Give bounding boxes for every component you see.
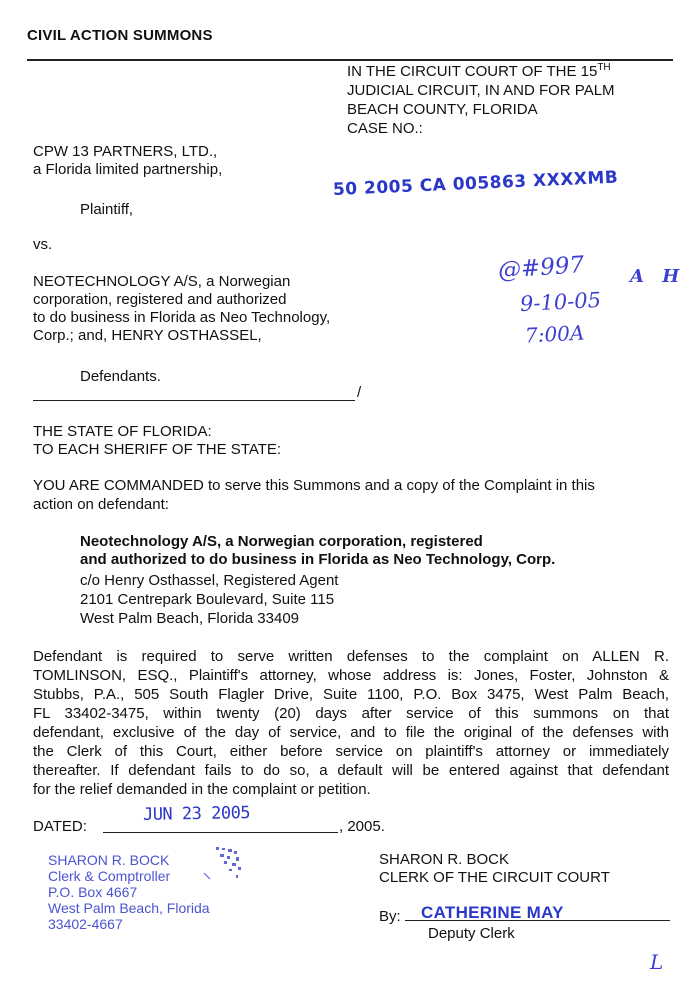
stamp-seal-fragment	[196, 845, 250, 895]
defendant-line-2: corporation, registered and authorized	[33, 291, 287, 308]
versus-label: vs.	[33, 236, 53, 253]
case-number-stamp: 50 2005 CA 005863 XXXXMB	[332, 167, 619, 200]
court-caption	[347, 62, 615, 138]
agent-city-address: West Palm Beach, Florida 33409	[80, 610, 300, 627]
case-number-label: CASE NO.:	[347, 120, 423, 137]
caption-slash: /	[357, 384, 362, 401]
defendant-line-4: Corp.; and, HENRY OSTHASSEL,	[33, 327, 262, 344]
by-label: By:	[379, 908, 401, 925]
document-title: CIVIL ACTION SUMMONS	[27, 27, 213, 44]
state-heading: THE STATE OF FLORIDA:	[33, 423, 212, 440]
sheriff-heading: TO EACH SHERIFF OF THE STATE:	[33, 441, 282, 458]
deputy-clerk-title: Deputy Clerk	[428, 925, 515, 942]
served-party-name-2: and authorized to do business in Florida as Neo Technology, Corp.	[80, 551, 556, 568]
clerk-name: SHARON R. BOCK	[379, 851, 510, 868]
clerk-stamp-zip: 33402-4667	[48, 916, 123, 932]
caption-underline	[33, 400, 355, 401]
instruction-line: TOMLINSON, ESQ., Plaintiff's attorney, whose address is: Jones, Foster, Johnston &	[33, 667, 669, 684]
command-line-2: action on defendant:	[33, 496, 169, 513]
defendant-line-3: to do business in Florida as Neo Technology,	[33, 309, 331, 326]
corner-handwritten-mark: L	[650, 950, 664, 974]
defendant-role: Defendants.	[80, 368, 161, 385]
instruction-line: FL 33402-3475, within twenty (20) days after service of this summons on that	[33, 705, 669, 722]
deputy-clerk-stamp: CATHERINE MAY	[421, 903, 564, 922]
plaintiff-description: a Florida limited partnership,	[33, 161, 223, 178]
instruction-line: Stubbs, P.A., 505 South Flagler Drive, Suite 1100, P.O. Box 3475, West Palm Beach,	[33, 686, 669, 703]
plaintiff-name: CPW 13 PARTNERS, LTD.,	[33, 143, 218, 160]
header-divider	[27, 59, 673, 61]
served-party-name-1: Neotechnology A/S, a Norwegian corporation, registered	[80, 533, 483, 550]
instruction-line: defendant, exclusive of the day of service, and to file the original of the defenses with	[33, 724, 669, 741]
instruction-line: Defendant is required to serve written defenses to the complaint on ALLEN R.	[33, 648, 669, 665]
registered-agent: c/o Henry Osthassel, Registered Agent	[80, 572, 339, 589]
handwritten-service-date: 9-10-05	[519, 287, 602, 317]
court-line-3: BEACH COUNTY, FLORIDA	[347, 101, 538, 118]
instruction-line: thereafter. If defendant fails to do so, a default will be entered against that defendant	[33, 762, 669, 779]
plaintiff-role: Plaintiff,	[80, 201, 134, 218]
clerk-stamp-pobox: P.O. Box 4667	[48, 884, 138, 900]
court-line-2: JUDICIAL CIRCUIT, IN AND FOR PALM	[347, 82, 615, 99]
dated-label: DATED:	[33, 818, 87, 835]
date-line	[103, 832, 338, 833]
clerk-title: CLERK OF THE CIRCUIT COURT	[379, 869, 610, 886]
instructions-paragraph	[33, 648, 669, 800]
handwritten-initials: A H	[630, 266, 686, 287]
instruction-line: for the relief demanded in the complaint or petition.	[33, 781, 371, 798]
defendant-line-1: NEOTECHNOLOGY A/S, a Norwegian	[33, 273, 291, 290]
agent-street-address: 2101 Centrepark Boulevard, Suite 115	[80, 591, 335, 608]
dated-year: , 2005.	[339, 818, 385, 835]
clerk-stamp-name: SHARON R. BOCK	[48, 852, 170, 868]
clerk-stamp-city: West Palm Beach, Florida	[48, 900, 210, 916]
clerk-address-stamp	[48, 852, 210, 932]
command-line-1: YOU ARE COMMANDED to serve this Summons and a copy of the Complaint in this	[33, 477, 595, 494]
clerk-stamp-title: Clerk & Comptroller	[48, 868, 171, 884]
date-stamp: JUN 23 2005	[142, 803, 251, 825]
instruction-line: the Clerk of this Court, either before service on plaintiff's attorney or immediately	[33, 743, 669, 760]
handwritten-service-time: 7:00A	[524, 320, 585, 348]
court-line-1: IN THE CIRCUIT COURT OF THE 15TH	[347, 62, 611, 80]
handwritten-service-number: @#997	[497, 252, 585, 284]
